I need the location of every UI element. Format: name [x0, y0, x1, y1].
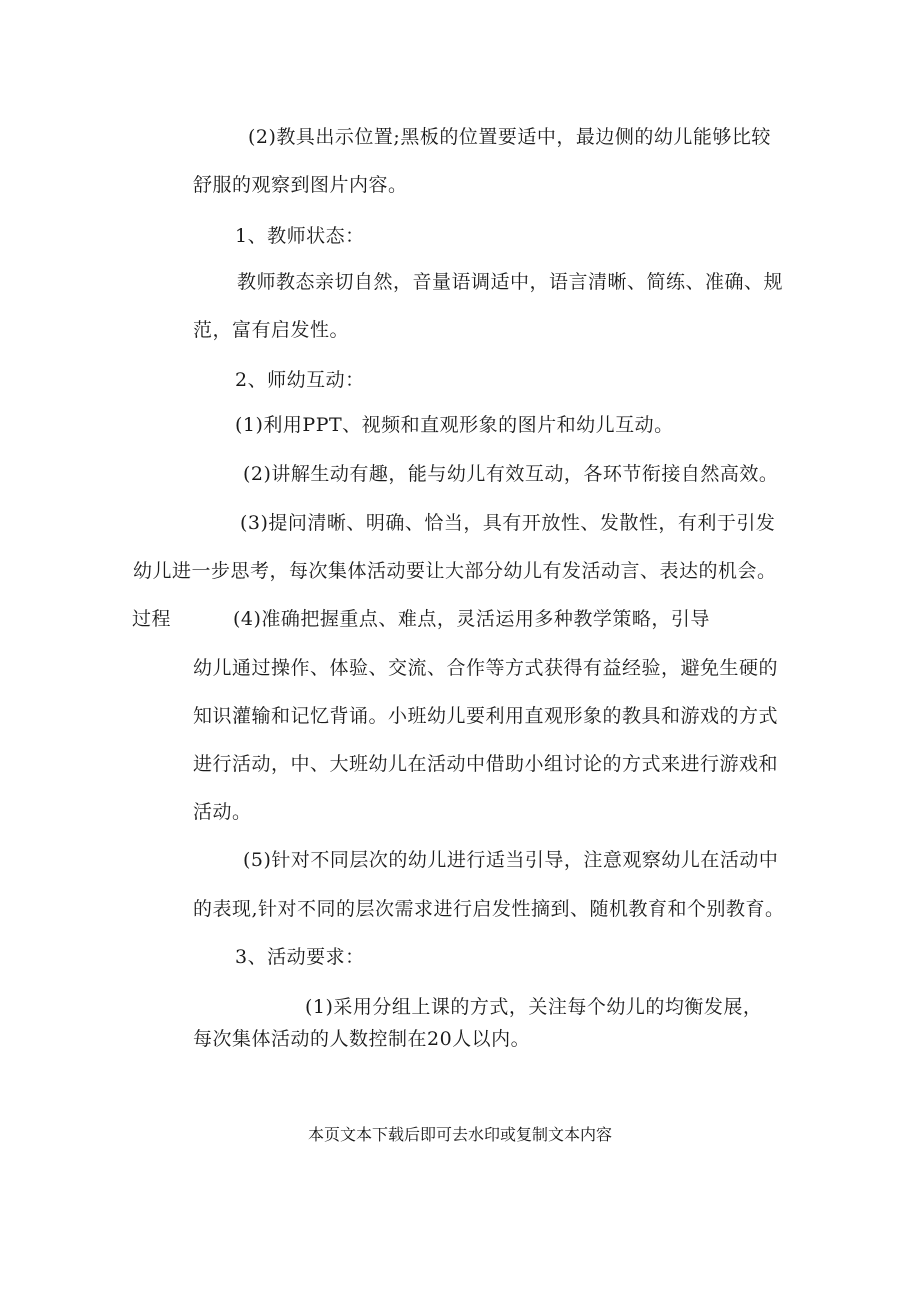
paragraph-line: 教师教态亲切自然，音量语调适中，语言清晰、简练、准确、规	[237, 271, 784, 293]
paragraph-line: (5)针对不同层次的幼儿进行适当引导，注意观察幼儿在活动中	[243, 849, 779, 871]
download-watermark-note: 本页文本下载后即可去水印或复制文本内容	[307, 1125, 612, 1144]
paragraph-line: 舒服的观察到图片内容。	[193, 174, 408, 196]
paragraph-line: (2)教具出示位置;黑板的位置要适中，最边侧的幼儿能够比较	[248, 126, 771, 148]
paragraph-line: (2)讲解生动有趣，能与幼儿有效互动，各环节衔接自然高效。	[243, 463, 779, 485]
paragraph-line: (1)采用分组上课的方式，关注每个幼儿的均衡发展，	[305, 996, 763, 1018]
side-label: 过程	[132, 608, 172, 630]
paragraph-line: 每次集体活动的人数控制在20人以内。	[193, 1028, 531, 1050]
paragraph-line: (3)提问清晰、明确、恰当，具有开放性、发散性，有利于引发	[240, 512, 776, 534]
section-heading: 2、师幼互动：	[235, 369, 365, 391]
paragraph-line: 幼儿通过操作、体验、交流、合作等方式获得有益经验，避免生硬的	[193, 657, 779, 679]
paragraph-line: 幼儿进一步思考，每次集体活动要让大部分幼儿有发活动言、表达的机会。	[133, 560, 777, 582]
paragraph-line: 活动。	[193, 801, 252, 823]
paragraph-line: 的表现,针对不同的层次需求进行启发性摘到、随机教育和个别教育。	[193, 898, 785, 920]
paragraph-line: 范，富有启发性。	[193, 319, 350, 341]
paragraph-line: (1)利用PPT、视频和直观形象的图片和幼儿互动。	[235, 414, 674, 436]
paragraph-line: 进行活动，中、大班幼儿在活动中借助小组讨论的方式来进行游戏和	[193, 753, 779, 775]
paragraph-line: (4)准确把握重点、难点，灵活运用多种教学策略，引导	[233, 608, 710, 630]
section-heading: 1、教师状态：	[235, 225, 365, 247]
paragraph-line: 知识灌输和记忆背诵。小班幼儿要利用直观形象的教具和游戏的方式	[193, 705, 779, 727]
section-heading: 3、活动要求：	[235, 946, 365, 968]
